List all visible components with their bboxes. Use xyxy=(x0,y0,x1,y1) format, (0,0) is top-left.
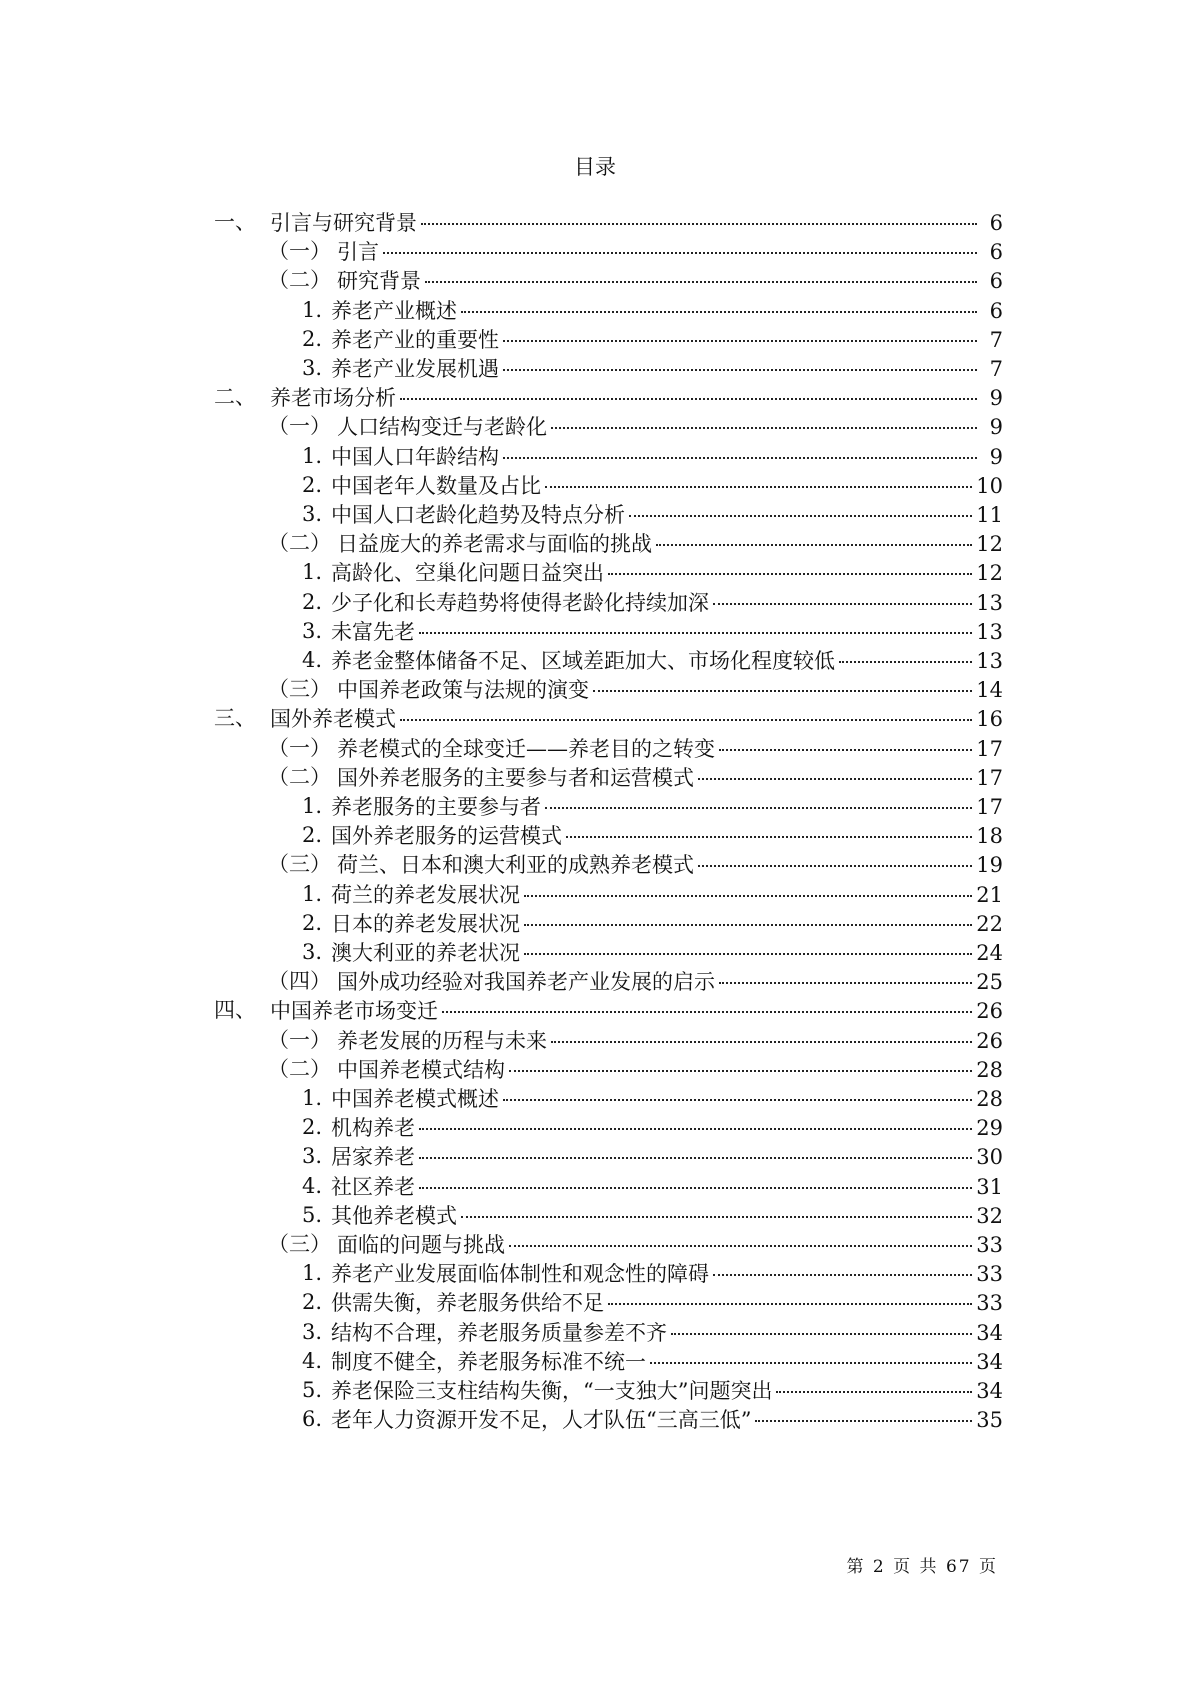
toc-leader-dots xyxy=(524,903,972,926)
toc-entry-page: 32 xyxy=(976,1203,1003,1228)
toc-leader-dots xyxy=(419,1136,972,1159)
toc-entry-label: 面临的问题与挑战 xyxy=(337,1233,505,1257)
toc-entry-number: 2. xyxy=(302,1115,323,1140)
toc-entry[interactable] xyxy=(0,1346,1190,1377)
toc-leader-dots xyxy=(650,1341,972,1364)
toc-entry-page: 17 xyxy=(976,795,1003,819)
toc-entry-label: 养老保险三支柱结构失衡，“一支独大”问题突出 xyxy=(331,1379,773,1403)
toc-entry-number: 2. xyxy=(302,910,323,935)
toc-entry-number: 6. xyxy=(302,1407,323,1432)
toc-entry-label: 中国养老政策与法规的演变 xyxy=(337,678,589,703)
toc-leader-dots xyxy=(698,844,972,867)
toc-entry-label: 未富先老 xyxy=(331,619,415,644)
toc-entry-page: 9 xyxy=(989,444,1003,469)
toc-entry-label: 养老产业的重要性 xyxy=(331,327,499,352)
toc-entry[interactable] xyxy=(0,528,1190,559)
toc-entry-label: 国外养老模式 xyxy=(270,707,396,732)
toc-entry-label: 引言 xyxy=(337,240,379,265)
toc-entry-label: 高龄化、空巢化问题日益突出 xyxy=(331,561,604,586)
toc-leader-dots xyxy=(524,932,972,955)
toc-entry[interactable] xyxy=(0,820,1190,851)
toc-entry-label: 中国老年人数量及占比 xyxy=(331,473,541,498)
toc-entry[interactable] xyxy=(0,557,1190,588)
toc-entry-label: 养老模式的全球变迁——养老目的之转变 xyxy=(337,736,715,761)
toc-entry-label: 国外成功经验对我国养老产业发展的启示 xyxy=(337,970,715,995)
toc-entry-number: 1. xyxy=(302,1086,323,1110)
toc-leader-dots xyxy=(461,290,977,313)
toc-entry-page: 7 xyxy=(989,327,1003,352)
toc-leader-dots xyxy=(509,1049,972,1072)
toc-entry-number: 3. xyxy=(302,356,323,380)
toc-entry-page: 34 xyxy=(976,1320,1003,1345)
toc-entry-number: 2. xyxy=(302,1290,323,1315)
toc-entry-label: 荷兰的养老发展状况 xyxy=(331,882,520,907)
toc-entry-number: 4. xyxy=(302,1173,323,1198)
toc-entry-number: （二） xyxy=(268,764,331,789)
toc-entry-label: 中国养老模式结构 xyxy=(337,1057,505,1082)
toc-entry-label: 养老产业概述 xyxy=(331,298,457,323)
toc-entry-page: 6 xyxy=(989,240,1003,265)
toc-entry-page: 10 xyxy=(976,473,1003,498)
toc-entry-page: 28 xyxy=(976,1057,1003,1082)
toc-entry-page: 24 xyxy=(976,941,1003,965)
toc-entry[interactable] xyxy=(0,703,1190,734)
toc-entry-label: 国外养老服务的运营模式 xyxy=(331,824,562,849)
toc-entry-page: 21 xyxy=(976,882,1003,907)
toc-entry-label: 养老金整体储备不足、区域差距加大、市场化程度较低 xyxy=(331,649,835,673)
toc-entry-number: 4. xyxy=(302,1348,323,1373)
toc-entry-page: 35 xyxy=(976,1408,1003,1433)
toc-leader-dots xyxy=(503,1078,972,1101)
toc-entry-page: 25 xyxy=(976,970,1003,995)
toc-leader-dots xyxy=(629,494,972,517)
toc-entry-page: 16 xyxy=(976,707,1003,732)
toc-entry-label: 人口结构变迁与老龄化 xyxy=(337,415,547,440)
toc-entry-number: 5. xyxy=(302,1378,323,1402)
toc-leader-dots xyxy=(719,728,972,751)
toc-entry-number: 3. xyxy=(302,1144,323,1169)
toc-entry-label: 老年人力资源开发不足，人才队伍“三高三低” xyxy=(331,1408,752,1433)
toc-entry-page: 26 xyxy=(976,999,1003,1024)
toc-entry-page: 26 xyxy=(976,1028,1003,1053)
toc-entry-number: （四） xyxy=(268,969,331,994)
toc-leader-dots xyxy=(442,990,972,1013)
toc-entry-number: 2. xyxy=(302,472,323,497)
toc-entry-label: 国外养老服务的主要参与者和运营模式 xyxy=(337,765,694,790)
toc-entry-page: 34 xyxy=(976,1349,1003,1374)
toc-leader-dots xyxy=(419,611,972,634)
toc-leader-dots xyxy=(524,874,972,897)
toc-leader-dots xyxy=(698,757,972,780)
toc-leader-dots xyxy=(719,961,972,984)
toc-entry-page: 6 xyxy=(989,298,1003,323)
toc-leader-dots xyxy=(713,582,972,605)
toc-leader-dots xyxy=(425,260,977,283)
toc-entry[interactable] xyxy=(0,1317,1190,1348)
toc-entry-number: （三） xyxy=(268,852,331,877)
toc-entry[interactable] xyxy=(0,1404,1190,1435)
toc-entry-page: 13 xyxy=(976,619,1003,644)
toc-entry-number: （二） xyxy=(268,531,331,556)
toc-entry-label: 结构不合理，养老服务质量参差不齐 xyxy=(331,1320,667,1345)
toc-entry-page: 33 xyxy=(976,1291,1003,1316)
toc-leader-dots xyxy=(503,348,977,371)
toc-leader-dots xyxy=(671,1312,972,1335)
toc-entry-number: 4. xyxy=(302,648,323,672)
toc-entry-number: 1. xyxy=(302,560,323,585)
toc-entry-number: 三、 xyxy=(214,706,256,731)
toc-entry-number: 2. xyxy=(302,589,323,614)
toc-entry-page: 9 xyxy=(989,386,1003,411)
toc-entry-page: 6 xyxy=(989,269,1003,294)
toc-leader-dots xyxy=(713,1253,972,1276)
toc-leader-dots xyxy=(509,1224,972,1247)
page-title: 目录 xyxy=(574,155,616,179)
toc-entry-label: 少子化和长寿趋势将使得老龄化持续加深 xyxy=(331,590,709,615)
toc-leader-dots xyxy=(545,465,972,488)
toc-entry-label: 养老发展的历程与未来 xyxy=(337,1028,547,1053)
toc-entry-label: 中国人口年龄结构 xyxy=(331,444,499,469)
toc-entry[interactable] xyxy=(0,616,1190,647)
toc-entry-number: 3. xyxy=(302,618,323,643)
toc-entry-number: （一） xyxy=(268,735,331,760)
toc-entry-page: 9 xyxy=(989,415,1003,440)
toc-entry-number: 1. xyxy=(302,443,323,468)
toc-entry-page: 30 xyxy=(976,1145,1003,1170)
toc-entry-page: 12 xyxy=(976,532,1003,557)
toc-leader-dots xyxy=(400,698,972,721)
toc-leader-dots xyxy=(656,523,972,546)
toc-leader-dots xyxy=(461,1195,972,1218)
toc-entry-number: （二） xyxy=(268,268,331,293)
toc-entry-label: 日益庞大的养老需求与面临的挑战 xyxy=(337,532,652,557)
toc-entry-page: 14 xyxy=(976,678,1003,703)
toc-entry-number: 1. xyxy=(302,1261,323,1286)
toc-leader-dots xyxy=(503,319,977,342)
page-footer: 第 2 页 共 67 页 xyxy=(846,1557,998,1577)
toc-entry-label: 供需失衡，养老服务供给不足 xyxy=(331,1291,604,1316)
toc-leader-dots xyxy=(421,202,977,225)
toc-entry-number: 1. xyxy=(302,881,323,906)
toc-entry-number: 二、 xyxy=(214,385,256,410)
toc-entry-page: 22 xyxy=(976,911,1003,936)
toc-entry-label: 荷兰、日本和澳大利亚的成熟养老模式 xyxy=(337,853,694,878)
toc-leader-dots xyxy=(776,1370,972,1393)
toc-leader-dots xyxy=(608,1282,972,1305)
toc-entry-label: 中国人口老龄化趋势及特点分析 xyxy=(331,503,625,527)
toc-entry[interactable] xyxy=(0,937,1190,968)
toc-entry[interactable] xyxy=(0,1375,1190,1406)
toc-entry-number: 3. xyxy=(302,502,323,526)
toc-entry-label: 养老产业发展面临体制性和观念性的障碍 xyxy=(331,1262,709,1287)
toc-entry-number: （三） xyxy=(268,677,331,702)
toc-leader-dots xyxy=(551,406,977,429)
toc-entry-number: （三） xyxy=(268,1232,331,1256)
toc-entry-label: 日本的养老发展状况 xyxy=(331,911,520,936)
toc-leader-dots xyxy=(593,669,972,692)
toc-entry-number: （一） xyxy=(268,1027,331,1052)
toc-entry-label: 社区养老 xyxy=(331,1174,415,1199)
toc-leader-dots xyxy=(400,377,977,400)
toc-entry-number: （二） xyxy=(268,1056,331,1081)
toc-entry-label: 养老市场分析 xyxy=(270,386,396,411)
toc-entry-page: 6 xyxy=(989,211,1003,235)
toc-entry-label: 引言与研究背景 xyxy=(270,211,417,235)
toc-entry-number: 2. xyxy=(302,326,323,351)
toc-entry-page: 19 xyxy=(976,853,1003,878)
toc-entry-page: 11 xyxy=(976,503,1003,527)
toc-entry-page: 33 xyxy=(976,1262,1003,1287)
toc-leader-dots xyxy=(839,640,972,663)
toc-leader-dots xyxy=(419,1166,972,1189)
toc-entry-label: 澳大利亚的养老状况 xyxy=(331,941,520,965)
toc-entry-page: 18 xyxy=(976,824,1003,849)
toc-entry[interactable] xyxy=(0,1287,1190,1318)
toc-entry-number: 四、 xyxy=(214,998,256,1023)
toc-entry[interactable] xyxy=(0,1229,1190,1260)
toc-entry-number: 1. xyxy=(302,297,323,322)
toc-entry[interactable] xyxy=(0,470,1190,501)
toc-entry-label: 中国养老市场变迁 xyxy=(270,999,438,1024)
toc-leader-dots xyxy=(503,436,977,459)
toc-leader-dots xyxy=(545,786,972,809)
toc-entry-label: 制度不健全，养老服务标准不统一 xyxy=(331,1349,646,1374)
toc-entry-number: 1. xyxy=(302,794,323,818)
toc-entry-page: 12 xyxy=(976,561,1003,586)
toc-entry-number: （一） xyxy=(268,239,331,264)
toc-entry[interactable] xyxy=(0,733,1190,764)
toc-entry-label: 机构养老 xyxy=(331,1116,415,1141)
toc-entry-page: 13 xyxy=(976,590,1003,615)
toc-entry-number: 3. xyxy=(302,1319,323,1344)
toc-entry-page: 33 xyxy=(976,1233,1003,1257)
toc-entry-label: 养老产业发展机遇 xyxy=(331,357,499,381)
toc-entry-label: 其他养老模式 xyxy=(331,1203,457,1228)
toc-entry-label: 养老服务的主要参与者 xyxy=(331,795,541,819)
toc-entry-number: 3. xyxy=(302,940,323,964)
toc-entry[interactable] xyxy=(0,499,1190,530)
toc-entry-page: 7 xyxy=(989,357,1003,381)
toc-leader-dots xyxy=(755,1399,972,1422)
toc-entry-page: 17 xyxy=(976,765,1003,790)
toc-entry-number: （一） xyxy=(268,414,331,439)
toc-entry-number: 一、 xyxy=(214,210,256,234)
toc-entry-number: 5. xyxy=(302,1202,323,1227)
toc-entry-page: 17 xyxy=(976,736,1003,761)
toc-entry-page: 31 xyxy=(976,1174,1003,1199)
toc-entry-page: 29 xyxy=(976,1116,1003,1141)
toc-leader-dots xyxy=(566,815,972,838)
toc-entry-page: 34 xyxy=(976,1379,1003,1403)
toc-entry-label: 中国养老模式概述 xyxy=(331,1087,499,1111)
toc-leader-dots xyxy=(551,1020,972,1043)
toc-leader-dots xyxy=(419,1107,972,1130)
toc-entry-label: 居家养老 xyxy=(331,1145,415,1170)
toc-entry-label: 研究背景 xyxy=(337,269,421,294)
toc-leader-dots xyxy=(383,231,977,254)
toc-entry-page: 28 xyxy=(976,1087,1003,1111)
toc-leader-dots xyxy=(608,552,972,575)
toc-entry-number: 2. xyxy=(302,823,323,848)
toc-entry[interactable] xyxy=(0,1258,1190,1289)
toc-entry-page: 13 xyxy=(976,649,1003,673)
